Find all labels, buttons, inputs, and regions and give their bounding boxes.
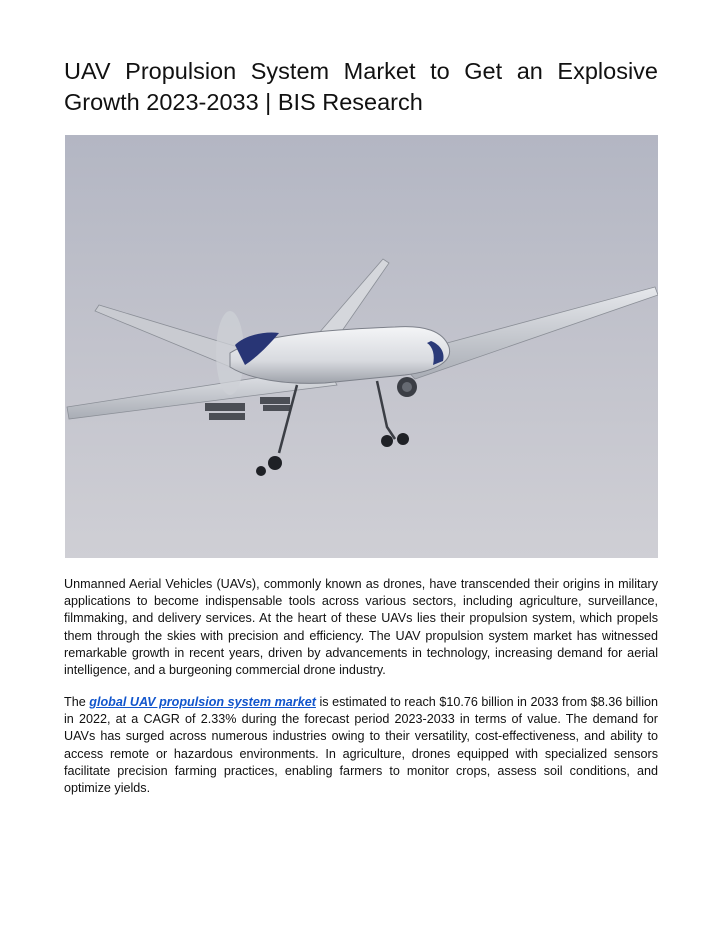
market-report-link[interactable]: global UAV propulsion system market: [89, 695, 316, 709]
market-paragraph: [64, 694, 658, 797]
intro-paragraph: Unmanned Aerial Vehicles (UAVs), commonly known as drones, have transcended their origins in military applications to become indispensable tools across various sectors, including agriculture, surveillance, filmmaking, and delivery services. At the heart of these UAVs lies their propulsion system, which propels them through the skies with precision and efficiency. The UAV propulsion system market has witnessed remarkable growth in recent years, driven by advancements in technology, increasing demand for aerial intelligence, and a burgeoning commercial drone industry.: [64, 577, 658, 678]
paragraph-body: is estimated to reach $10.76 billion in 2033 from $8.36 billion in 2022, at a CAGR of 2.33% during the forecast period 2023-2033 in terms of value. The demand for UAVs has surged across numerous industries owing to their versatility, cost-effectiveness, and ability to access remote or hazardous environments. In agriculture, drones equipped with specialized sensors facilitate precision farming practices, enabling farmers to monitor crops, assess soil conditions, and optimize yields.: [64, 695, 658, 796]
page-title: UAV Propulsion System Market to Get an Explosive Growth 2023-2033 | BIS Research: [64, 58, 658, 115]
drone-image: [65, 135, 658, 558]
paragraph-prefix: The: [64, 695, 90, 709]
